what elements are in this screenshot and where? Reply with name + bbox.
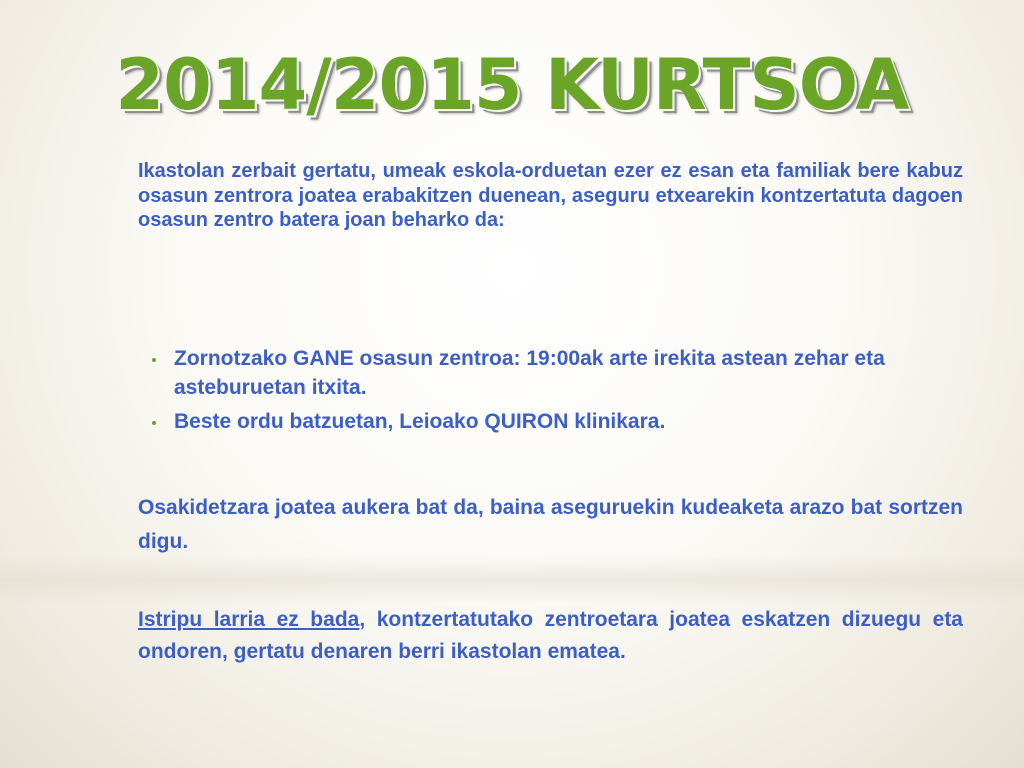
bullet-dot-icon: [152, 421, 156, 425]
bullet-item-quiron: [148, 407, 948, 436]
closing-paragraph: [138, 604, 963, 668]
closing-text: , kontzertatutako zentroetara joatea eskatzen dizuegu eta ondoren, gertatu denaren berri ikastolan ematea.: [138, 608, 963, 663]
osakidetza-paragraph: Osakidetzara joatea aukera bat da, baina aseguruekin kudeaketa arazo bat sortzen digu.: [138, 496, 963, 553]
bullet-dot-icon: [152, 358, 156, 362]
closing-underlined-text: Istripu larria ez bada: [138, 608, 360, 631]
intro-paragraph: Ikastolan zerbait gertatu, umeak eskola-orduetan ezer ez esan eta familiak bere kabuz osasun zentrora joatea erabakitzen duenean, aseguru etxearekin kontzertatuta dagoen osasun zentro batera joan beharko da:: [138, 160, 963, 231]
bullet-list: [148, 344, 948, 441]
slide-title: 2014/2015 KURTSOA: [115, 44, 909, 126]
bullet-item-gane: [148, 344, 948, 402]
bullet-text: Zornotzako GANE osasun zentroa: 19:00ak arte irekita astean zehar eta asteburuetan itxita.: [174, 347, 885, 399]
bullet-text: Beste ordu batzuetan, Leioako QUIRON klinikara.: [174, 410, 666, 433]
